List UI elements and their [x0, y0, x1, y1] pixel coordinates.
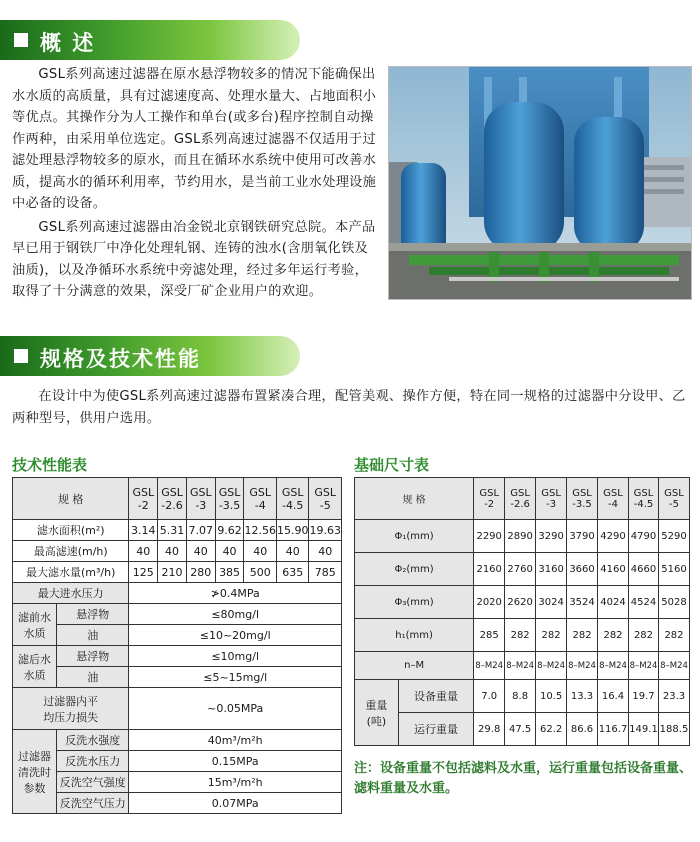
row-label: 最高滤速(m/h) [13, 541, 129, 562]
table-cell: 29.8 [474, 713, 505, 746]
technical-performance-table [12, 477, 342, 814]
model-header: GSL -3 [536, 478, 567, 520]
model-header: GSL -3.5 [215, 478, 244, 520]
table-cell: 40 [158, 541, 187, 562]
table-cell: 23.3 [658, 680, 689, 713]
table-cell: 282 [598, 619, 629, 652]
table-cell: ≤10mg/l [129, 646, 342, 667]
table-cell: 8–M24 [474, 652, 505, 680]
table-cell: 785 [309, 562, 342, 583]
table-cell: 3.14 [129, 520, 158, 541]
table-cell: 3524 [567, 586, 598, 619]
table-cell: 5160 [658, 553, 689, 586]
filter-tanks-photo [388, 66, 692, 300]
table-cell: 40 [276, 541, 309, 562]
table-cell: ≤10~20mg/l [129, 625, 342, 646]
spec-intro-text: 在设计中为使GSL系列高速过滤器布置紧凑合理，配管美观、操作方便，特在同一规格的过滤器中分设甲、乙两种型号，供用户选用。 [12, 389, 686, 426]
model-header: GSL -5 [658, 478, 689, 520]
table-cell: 3660 [567, 553, 598, 586]
table-cell: 0.15MPa [129, 751, 342, 772]
model-header: GSL -5 [309, 478, 342, 520]
row-label: n–M [355, 652, 474, 680]
table-cell: 86.6 [567, 713, 598, 746]
model-header: GSL -4.5 [629, 478, 659, 520]
table-cell: 40 [129, 541, 158, 562]
row-label: Φ₃(mm) [355, 586, 474, 619]
model-header: GSL -2.6 [158, 478, 187, 520]
table-cell: 8–M24 [658, 652, 689, 680]
model-header: GSL -3 [186, 478, 215, 520]
row-label: Φ₁(mm) [355, 520, 474, 553]
section-header-overview [0, 20, 300, 60]
table-cell: ≯0.4MPa [129, 583, 342, 604]
table-cell: 5028 [658, 586, 689, 619]
table-cell: 2160 [474, 553, 505, 586]
table2-title: 基础尺寸表 [354, 456, 430, 474]
model-header: GSL -4 [598, 478, 629, 520]
model-header: GSL -2 [129, 478, 158, 520]
table-cell: 385 [215, 562, 244, 583]
table-cell: 10.5 [536, 680, 567, 713]
intro-text [12, 64, 378, 303]
table-cell: 7.0 [474, 680, 505, 713]
model-header: GSL -2 [474, 478, 505, 520]
table-cell: 15m³/m²h [129, 772, 342, 793]
table-cell: 210 [158, 562, 187, 583]
table-cell: 62.2 [536, 713, 567, 746]
table-cell: 0.07MPa [129, 793, 342, 814]
header-label: 规 格 [355, 478, 474, 520]
table-cell: 282 [505, 619, 536, 652]
row-label: 油 [57, 625, 129, 646]
table-cell: 5290 [658, 520, 689, 553]
row-label: h₁(mm) [355, 619, 474, 652]
table-cell: 2290 [474, 520, 505, 553]
table-cell: 8–M24 [536, 652, 567, 680]
table-cell: 4524 [629, 586, 659, 619]
table-cell: 4024 [598, 586, 629, 619]
table-cell: 500 [244, 562, 277, 583]
bullet-square-icon [14, 349, 28, 363]
model-header: GSL -4 [244, 478, 277, 520]
table-cell: 7.07 [186, 520, 215, 541]
table-cell: 2890 [505, 520, 536, 553]
table-cell: 285 [474, 619, 505, 652]
table-cell: 8–M24 [505, 652, 536, 680]
table-cell: 116.7 [598, 713, 629, 746]
table-cell: 2760 [505, 553, 536, 586]
model-header: GSL -2.6 [505, 478, 536, 520]
row-label: 油 [57, 667, 129, 688]
section-title: 概 述 [40, 31, 96, 55]
table-cell: 8–M24 [629, 652, 659, 680]
table-cell: 40 [215, 541, 244, 562]
table-cell: 8.8 [505, 680, 536, 713]
row-label: 悬浮物 [57, 646, 129, 667]
table-cell: 12.56 [244, 520, 277, 541]
model-header: GSL -3.5 [567, 478, 598, 520]
table-cell: 15.90 [276, 520, 309, 541]
header-label: 规 格 [13, 478, 129, 520]
table-cell: ≤80mg/l [129, 604, 342, 625]
intro-paragraph-2: GSL系列高速过滤器由冶金锐北京钢铁研究总院。本产品早已用于钢铁厂中净化处理轧钢、连铸的浊水(含朋氧化铁及油质)，以及净循环水系统中旁滤处理，经过多年运行考验，取得了十分满意的效果，深受厂矿企业用户的欢迎。 [12, 219, 376, 299]
table-cell: 3024 [536, 586, 567, 619]
table-cell: 19.7 [629, 680, 659, 713]
model-header: GSL -4.5 [276, 478, 309, 520]
table-cell: 16.4 [598, 680, 629, 713]
table-cell: 2020 [474, 586, 505, 619]
table-cell: 282 [658, 619, 689, 652]
table-cell: 40m³/m²h [129, 730, 342, 751]
table-cell: ~0.05MPa [129, 688, 342, 730]
table-cell: 40 [186, 541, 215, 562]
row-label: 重量 (吨) [355, 680, 399, 746]
section-header-specs [0, 336, 300, 376]
row-label: 反洗空气压力 [57, 793, 129, 814]
table-cell: 13.3 [567, 680, 598, 713]
table1-title: 技术性能表 [12, 456, 88, 474]
table-cell: 47.5 [505, 713, 536, 746]
table-cell: 282 [567, 619, 598, 652]
row-label: 过滤器内平 均压力损失 [13, 688, 129, 730]
row-label: Φ₂(mm) [355, 553, 474, 586]
row-label: 最大进水压力 [13, 583, 129, 604]
table-cell: 188.5 [658, 713, 689, 746]
table-cell: 40 [309, 541, 342, 562]
row-label: 反洗水强度 [57, 730, 129, 751]
table-cell: 125 [129, 562, 158, 583]
table-cell: 5.31 [158, 520, 187, 541]
row-label: 滤后水 水质 [13, 646, 57, 688]
table-cell: 9.62 [215, 520, 244, 541]
table-cell: 3160 [536, 553, 567, 586]
row-label: 悬浮物 [57, 604, 129, 625]
intro-paragraph-1: GSL系列高速过滤器在原水悬浮物较多的情况下能确保出水水质的高质量，具有过滤速度高、处理水量大、占地面积小等优点。其操作分为人工操作和单台(或多台)程序控制自动操作两种，由采用单位选定。GSL系列高速过滤器不仅适用于过滤处理悬浮物较多的原水，而且在循环水系统中使用可改善水质，提高水的循环利用率，节约用水，是当前工业水处理设施中必备的设备。 [12, 67, 377, 211]
row-label: 滤水面积(m²) [13, 520, 129, 541]
table-cell: 635 [276, 562, 309, 583]
table-cell: 280 [186, 562, 215, 583]
bullet-square-icon [14, 33, 28, 47]
table-cell: ≤5~15mg/l [129, 667, 342, 688]
row-label: 设备重量 [398, 680, 473, 713]
row-label: 反洗水压力 [57, 751, 129, 772]
table-cell: 19.63 [309, 520, 342, 541]
table-cell: 4160 [598, 553, 629, 586]
row-label: 运行重量 [398, 713, 473, 746]
table-cell: 3790 [567, 520, 598, 553]
row-label: 反洗空气强度 [57, 772, 129, 793]
table-cell: 282 [536, 619, 567, 652]
table-cell: 282 [629, 619, 659, 652]
table-cell: 4290 [598, 520, 629, 553]
row-label: 最大滤水量(m³/h) [13, 562, 129, 583]
row-label: 过滤器 清洗时 参数 [13, 730, 57, 814]
foundation-dimension-table [354, 477, 690, 746]
table-cell: 4790 [629, 520, 659, 553]
table-cell: 8–M24 [567, 652, 598, 680]
table-note: 注：设备重量不包括滤料及水重，运行重量包括设备重量、滤料重量及水重。 [354, 761, 693, 796]
row-label: 滤前水 水质 [13, 604, 57, 646]
table-cell: 4660 [629, 553, 659, 586]
table-cell: 149.1 [629, 713, 659, 746]
table-cell: 8–M24 [598, 652, 629, 680]
table-cell: 40 [244, 541, 277, 562]
table-cell: 3290 [536, 520, 567, 553]
table-cell: 2620 [505, 586, 536, 619]
section-title: 规格及技术性能 [40, 347, 201, 371]
